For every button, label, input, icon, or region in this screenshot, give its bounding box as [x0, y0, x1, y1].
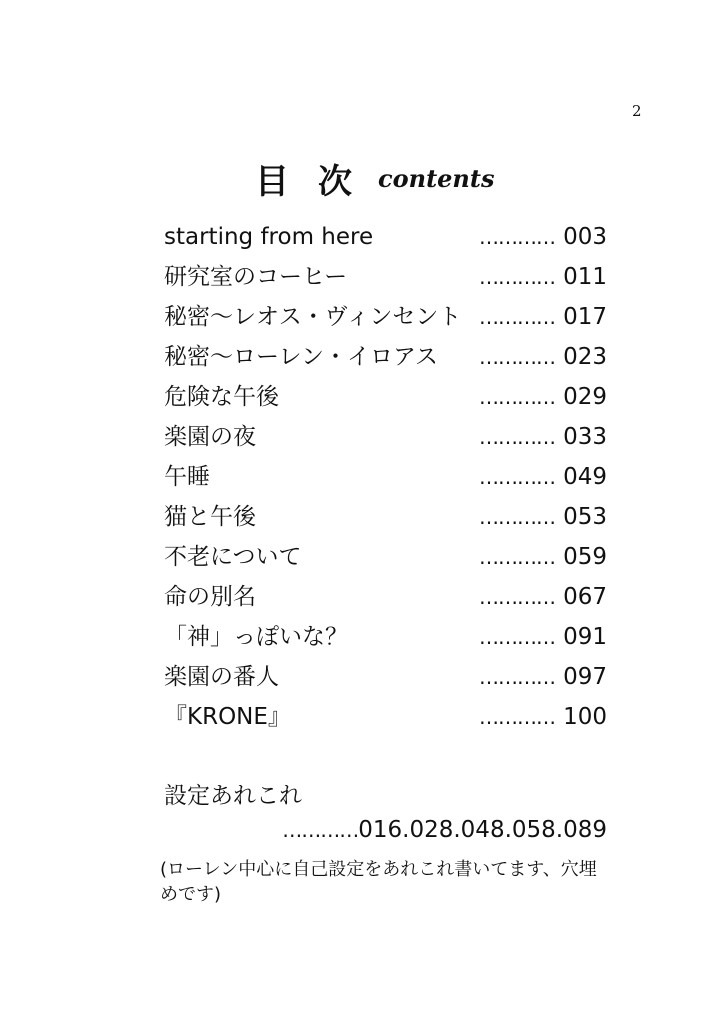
settings-note: (ローレン中心に自己設定をあれこれ書いてます、穴埋めです) — [160, 859, 597, 905]
toc-entry-page: 067 — [563, 584, 607, 610]
title-english: contents — [378, 164, 495, 193]
toc-entry — [164, 497, 607, 537]
toc-entry-title: 秘密～レオス・ヴィンセント — [164, 304, 462, 330]
toc-entry — [164, 657, 607, 697]
toc-entry-page: 100 — [563, 704, 607, 730]
toc-entry-leader: ………… — [479, 265, 555, 289]
toc-entry-title: 楽園の夜 — [164, 424, 256, 450]
toc-entry-page: 059 — [563, 544, 607, 570]
toc-entry-title: 楽園の番人 — [164, 664, 279, 690]
toc-entry — [164, 537, 607, 577]
toc-entry-title: 秘密～ローレン・イロアス — [164, 344, 439, 370]
settings-pages: 016.028.048.058.089 — [358, 817, 607, 843]
toc-entry-page: 033 — [563, 424, 607, 450]
toc-entry-title: 『KRONE』 — [164, 704, 291, 730]
toc-entry — [164, 337, 607, 377]
toc-entry-title: 「神」っぽいな？ — [164, 624, 348, 650]
settings-leader: ………… — [282, 818, 359, 842]
toc-entry-leader: ………… — [479, 345, 555, 369]
toc-entry-leader: ………… — [479, 545, 555, 569]
toc-entry-leader: ………… — [479, 225, 555, 249]
toc-entry-title: 猫と午後 — [164, 504, 256, 530]
toc-entry-title: 命の別名 — [164, 584, 256, 610]
toc-title — [0, 154, 726, 204]
toc-entry-page: 003 — [563, 224, 607, 250]
toc-entry-leader: ………… — [479, 465, 555, 489]
toc-entry — [164, 297, 607, 337]
toc-entry-leader: ………… — [479, 385, 555, 409]
toc-entry-leader: ………… — [479, 705, 555, 729]
toc-entry-leader: ………… — [479, 665, 555, 689]
toc-entry-page: 097 — [563, 664, 607, 690]
toc-entry — [164, 377, 607, 417]
toc-entry-page: 053 — [563, 504, 607, 530]
toc-entry-title: starting from here — [164, 224, 374, 250]
toc-entry-page: 017 — [563, 304, 607, 330]
toc-entry-leader: ………… — [479, 305, 555, 329]
settings-pages-line — [282, 817, 607, 843]
toc-entry — [164, 417, 607, 457]
toc-entry-leader: ………… — [479, 585, 555, 609]
settings-heading: 設定あれこれ — [164, 783, 302, 809]
toc-entry-page: 091 — [563, 624, 607, 650]
title-jp-char-2: 次 — [318, 162, 352, 202]
toc-entry-page: 023 — [563, 344, 607, 370]
toc-entry-leader: ………… — [479, 625, 555, 649]
toc-entry — [164, 257, 607, 297]
toc-entry-title: 危険な午後 — [164, 384, 279, 410]
table-of-contents — [164, 217, 607, 737]
toc-entry — [164, 457, 607, 497]
toc-entry-leader: ………… — [479, 425, 555, 449]
toc-entry — [164, 577, 607, 617]
toc-entry — [164, 217, 607, 257]
toc-entry-page: 011 — [563, 264, 607, 290]
toc-entry-title: 午睡 — [164, 464, 210, 490]
title-jp-char-1: 目 — [255, 162, 289, 202]
toc-entry-leader: ………… — [479, 505, 555, 529]
toc-entry-title: 不老について — [164, 544, 302, 570]
toc-entry-page: 049 — [563, 464, 607, 490]
toc-entry-page: 029 — [563, 384, 607, 410]
toc-entry — [164, 617, 607, 657]
toc-entry — [164, 697, 607, 737]
page-number: 2 — [632, 102, 642, 120]
toc-entry-title: 研究室のコーヒー — [164, 264, 348, 290]
